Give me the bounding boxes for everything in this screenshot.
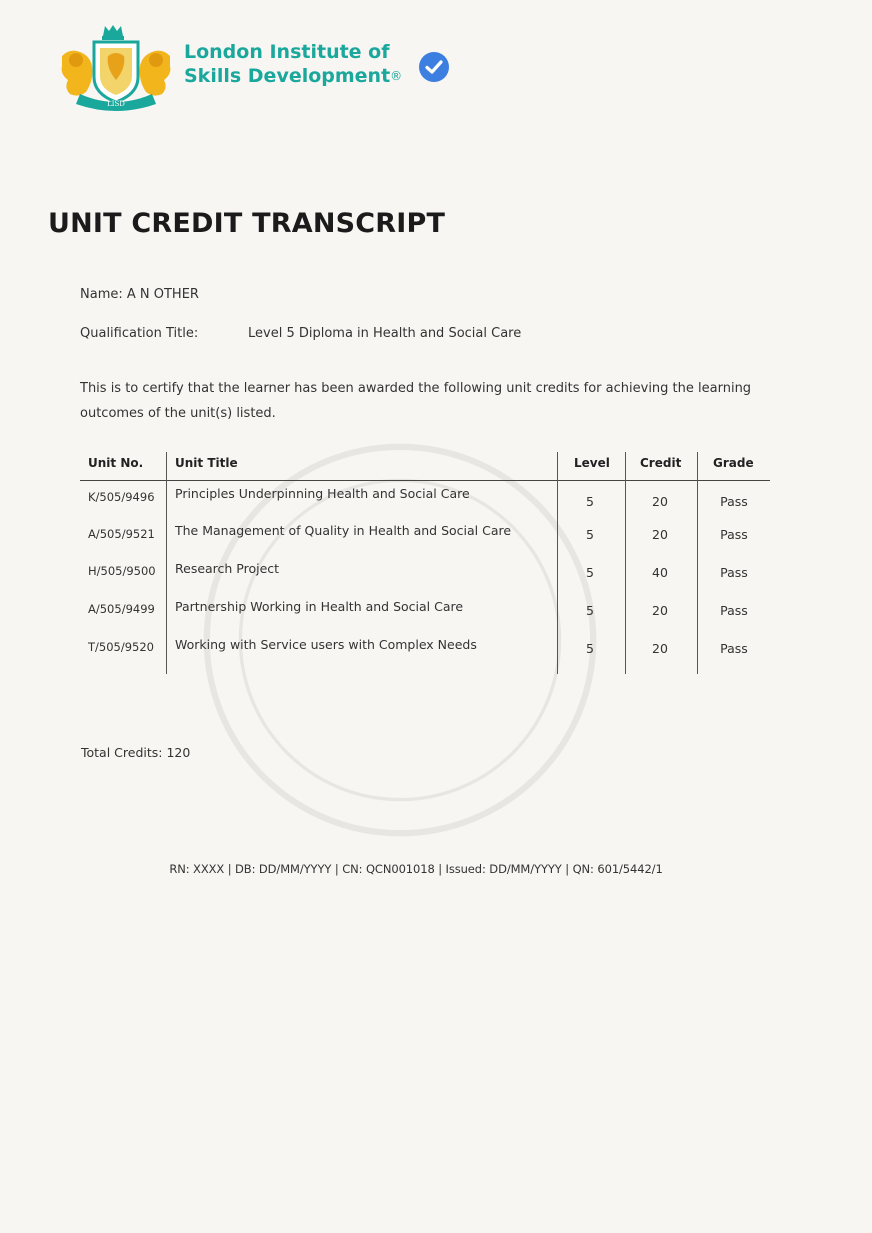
document-title: UNIT CREDIT TRANSCRIPT xyxy=(48,208,446,239)
header-unit-no: Unit No. xyxy=(88,456,144,470)
unit-no-cell: H/505/9500 xyxy=(88,564,156,578)
grade-cell: Pass xyxy=(720,494,748,509)
credit-cell: 20 xyxy=(652,603,668,618)
unit-credit-table xyxy=(80,452,770,674)
credit-cell: 20 xyxy=(652,641,668,656)
certification-statement: This is to certify that the learner has been awarded the following unit credits for achieving the learning outcomes of the unit(s) listed. xyxy=(80,381,752,421)
unit-title-cell: Partnership Working in Health and Social Care xyxy=(175,599,464,614)
learner-name: Name: A N OTHER xyxy=(80,287,199,302)
institute-name-line1: London Institute of xyxy=(184,41,390,63)
qualification-value: Level 5 Diploma in Health and Social Care xyxy=(248,326,522,341)
certificate-reference-line: RN: XXXX | DB: DD/MM/YYYY | CN: QCN001018 | Issued: DD/MM/YYYY | QN: 601/5442/1 xyxy=(169,862,663,876)
level-cell: 5 xyxy=(586,641,594,656)
registered-mark: ® xyxy=(390,69,403,83)
grade-cell: Pass xyxy=(720,603,748,618)
header-unit-title: Unit Title xyxy=(175,456,238,470)
qualification-row xyxy=(80,326,522,341)
level-cell: 5 xyxy=(586,494,594,509)
unit-no-cell: A/505/9521 xyxy=(88,527,155,541)
header-credit: Credit xyxy=(640,456,682,470)
credit-cell: 20 xyxy=(652,527,668,542)
column-divider xyxy=(166,452,167,674)
unit-title-cell: The Management of Quality in Health and Social Care xyxy=(175,523,512,538)
unit-title-cell: Working with Service users with Complex Needs xyxy=(175,637,477,652)
header-divider xyxy=(80,480,770,481)
column-divider xyxy=(697,452,698,674)
grade-cell: Pass xyxy=(720,641,748,656)
unit-title-cell: Research Project xyxy=(175,561,280,576)
level-cell: 5 xyxy=(586,603,594,618)
unit-no-cell: A/505/9499 xyxy=(88,602,155,616)
credit-cell: 40 xyxy=(652,565,668,580)
institute-name-line2: Skills Development xyxy=(184,65,391,87)
institute-crest-logo xyxy=(56,22,176,112)
unit-no-cell: K/505/9496 xyxy=(88,490,155,504)
level-cell: 5 xyxy=(586,527,594,542)
total-credits: Total Credits: 120 xyxy=(81,745,191,760)
grade-cell: Pass xyxy=(720,527,748,542)
column-divider xyxy=(625,452,626,674)
credit-cell: 20 xyxy=(652,494,668,509)
grade-cell: Pass xyxy=(720,565,748,580)
unit-no-cell: T/505/9520 xyxy=(88,640,154,654)
institute-name-line2-wrap xyxy=(184,64,402,88)
qualification-label: Qualification Title: xyxy=(80,326,199,341)
column-divider xyxy=(557,452,558,674)
logo-ribbon-text: LISD xyxy=(107,100,125,108)
unit-title-cell: Principles Underpinning Health and Social Care xyxy=(175,486,470,501)
header-level: Level xyxy=(574,456,610,470)
header-grade: Grade xyxy=(713,456,754,470)
level-cell: 5 xyxy=(586,565,594,580)
institute-name xyxy=(184,40,402,88)
verified-badge-icon xyxy=(418,51,450,83)
